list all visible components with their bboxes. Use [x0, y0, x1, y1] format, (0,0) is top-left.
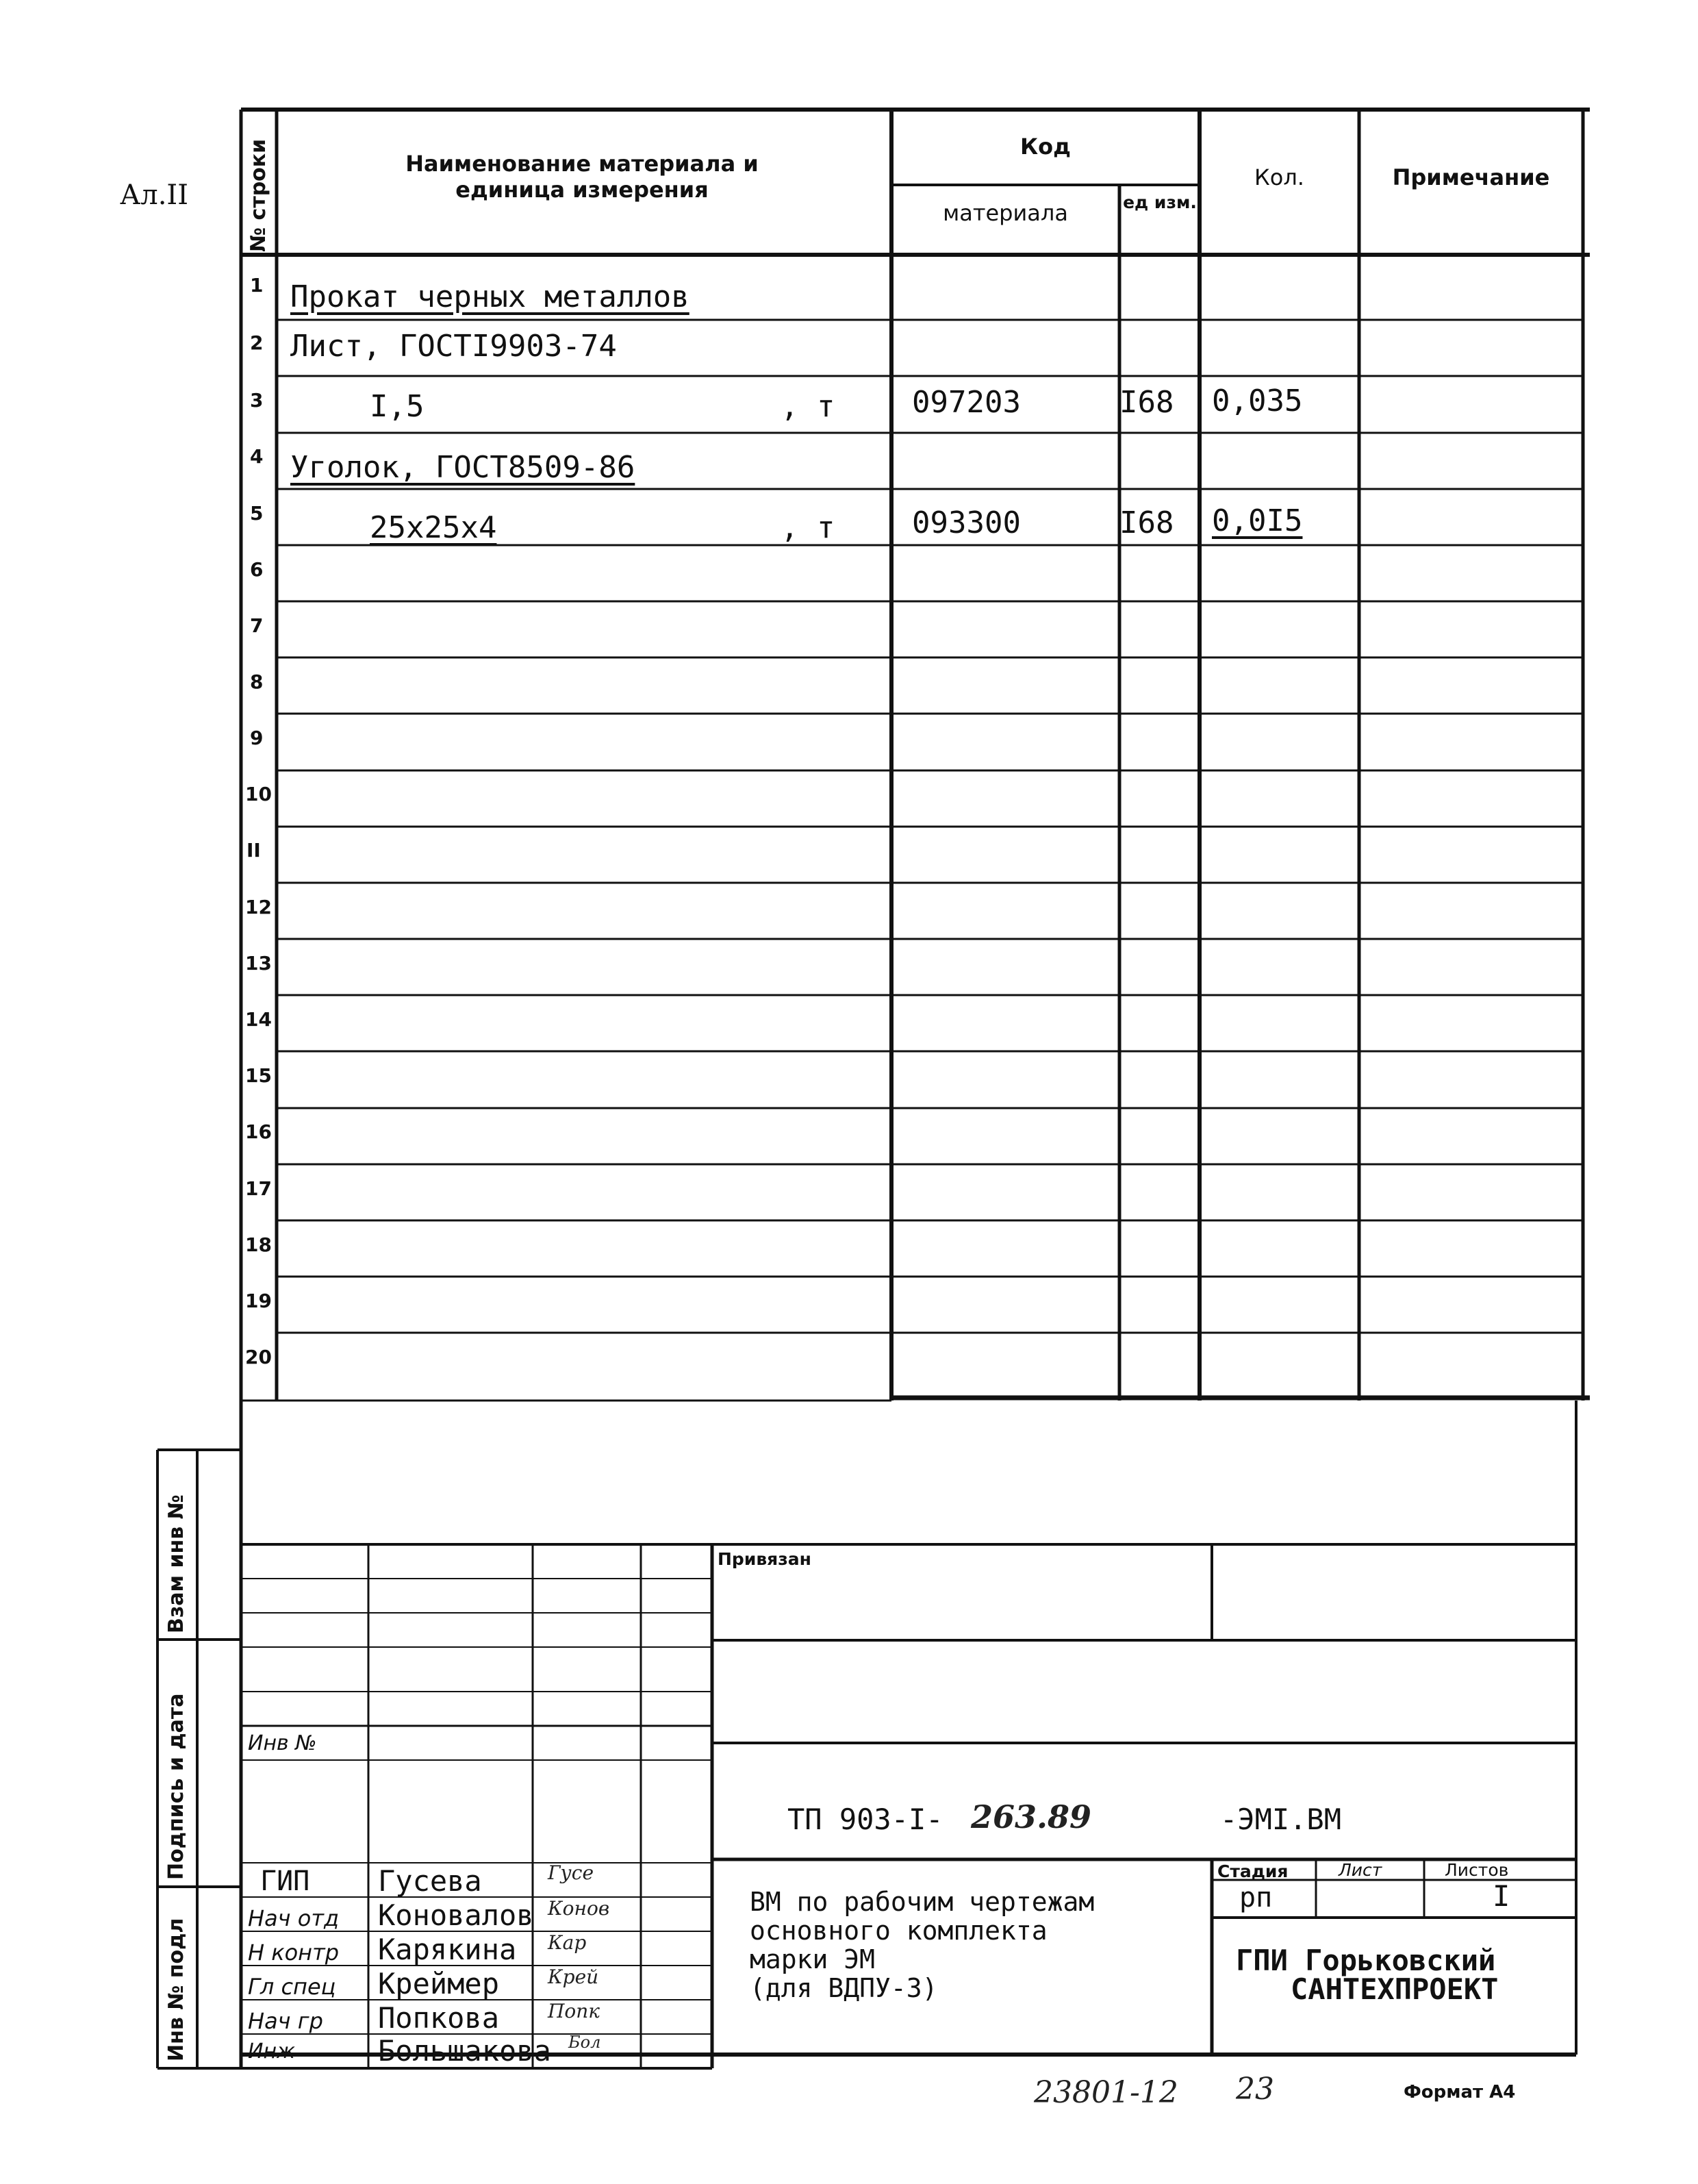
row-number: 14	[245, 1008, 272, 1031]
row-number: 9	[250, 727, 264, 749]
row-number: 7	[250, 614, 264, 637]
row-number: 8	[250, 670, 264, 693]
material-code: 093300	[912, 505, 1021, 540]
staff-role: Гл спец	[248, 1974, 336, 2000]
row-number: 18	[245, 1233, 272, 1256]
replaced-inventory-label: Взам инв №	[164, 1494, 188, 1633]
attached-label: Привязан	[718, 1549, 811, 1569]
description-line: (для ВДПУ-3)	[750, 1973, 938, 2003]
stage-value: рп	[1239, 1882, 1273, 1913]
staff-name: Большакова	[378, 2034, 551, 2068]
format-label: Формат А4	[1404, 2082, 1516, 2103]
material-name: 25x25x4	[370, 510, 497, 545]
unit-code: I68	[1119, 385, 1174, 420]
staff-signature: Бол	[568, 2033, 601, 2052]
row-number: II	[246, 839, 261, 862]
material-code-header: материала	[943, 200, 1068, 226]
row-number: 1	[250, 274, 264, 297]
staff-role: ГИП	[260, 1866, 310, 1897]
row-number: 6	[250, 558, 264, 581]
material-name: Прокат черных металлов	[290, 279, 689, 314]
staff-name: Карякина	[378, 1933, 517, 1966]
row-number: 10	[245, 783, 272, 805]
sheet-label: Ал.II	[120, 179, 189, 211]
staff-role: Инж	[248, 2039, 296, 2063]
staff-signature: Попк	[548, 2000, 600, 2022]
original-inventory-label: Инв № подл	[164, 1918, 188, 2061]
signature-date-label: Подпись и дата	[164, 1693, 188, 1880]
row-number: 12	[245, 896, 272, 918]
unit-code: I68	[1119, 505, 1174, 540]
staff-role: Нач гр	[248, 2008, 323, 2034]
row-number: 3	[250, 389, 264, 412]
staff-signature: Конов	[548, 1897, 610, 1920]
unit-of-measure: , т	[781, 389, 835, 424]
row-number: 19	[245, 1290, 272, 1312]
row-number: 13	[245, 952, 272, 975]
row-number: 4	[250, 445, 264, 468]
row-number: 15	[245, 1064, 272, 1087]
document-code: ТП 903-I-	[787, 1803, 943, 1836]
sheets-total-value: I	[1493, 1879, 1510, 1913]
organization-line: САНТЕХПРОЕКТ	[1291, 1972, 1499, 2006]
staff-role: Н контр	[248, 1940, 340, 1966]
document-suffix: -ЭМI.ВМ	[1220, 1803, 1342, 1836]
description-line: марки ЭМ	[750, 1944, 876, 1974]
staff-name: Попкова	[378, 2001, 500, 2035]
material-name: I,5	[370, 389, 424, 424]
page-number: 23	[1236, 2072, 1274, 2107]
row-number: 20	[245, 1346, 272, 1368]
staff-signature: Кар	[548, 1931, 587, 1954]
sheets-total-label: Листов	[1445, 1860, 1509, 1880]
quantity-header: Кол.	[1254, 164, 1304, 190]
row-number: 17	[245, 1177, 272, 1200]
staff-name: Креймер	[378, 1967, 500, 2000]
inventory-number-label: Инв №	[248, 1731, 317, 1755]
unit-of-measure: , т	[781, 510, 835, 545]
material-code: 097203	[912, 385, 1021, 420]
material-name: Уголок, ГОСТ8509-86	[290, 450, 635, 485]
staff-signature: Гусе	[548, 1861, 594, 1884]
sheet-label-cell: Лист	[1339, 1860, 1382, 1880]
description-line: основного комплекта	[750, 1916, 1048, 1946]
quantity: 0,035	[1212, 384, 1303, 418]
note-header: Примечание	[1392, 164, 1550, 190]
unit-code-header: ед изм.	[1123, 192, 1197, 212]
description-line: ВМ по рабочим чертежам	[750, 1887, 1095, 1917]
quantity: 0,0I5	[1212, 503, 1303, 538]
row-number-header: № строки	[246, 138, 270, 252]
row-number: 5	[250, 502, 264, 525]
staff-role: Нач отд	[248, 1905, 340, 1931]
staff-name: Коновалов	[378, 1898, 534, 1932]
staff-signature: Крей	[548, 1966, 599, 1988]
row-number: 16	[245, 1120, 272, 1143]
staff-name: Гусева	[378, 1864, 482, 1898]
material-name-header: Наименование материала и единица измерения	[405, 151, 759, 203]
stage-label: Стадия	[1217, 1861, 1289, 1881]
row-number: 2	[250, 331, 264, 354]
inventory-stamp: 23801-12	[1034, 2075, 1178, 2110]
organization-line: ГПИ Горьковский	[1236, 1944, 1496, 1977]
code-header: Код	[1020, 134, 1071, 160]
material-name: Лист, ГОСТI9903-74	[290, 329, 617, 364]
document-code-handwritten: 263.89	[971, 1798, 1092, 1835]
